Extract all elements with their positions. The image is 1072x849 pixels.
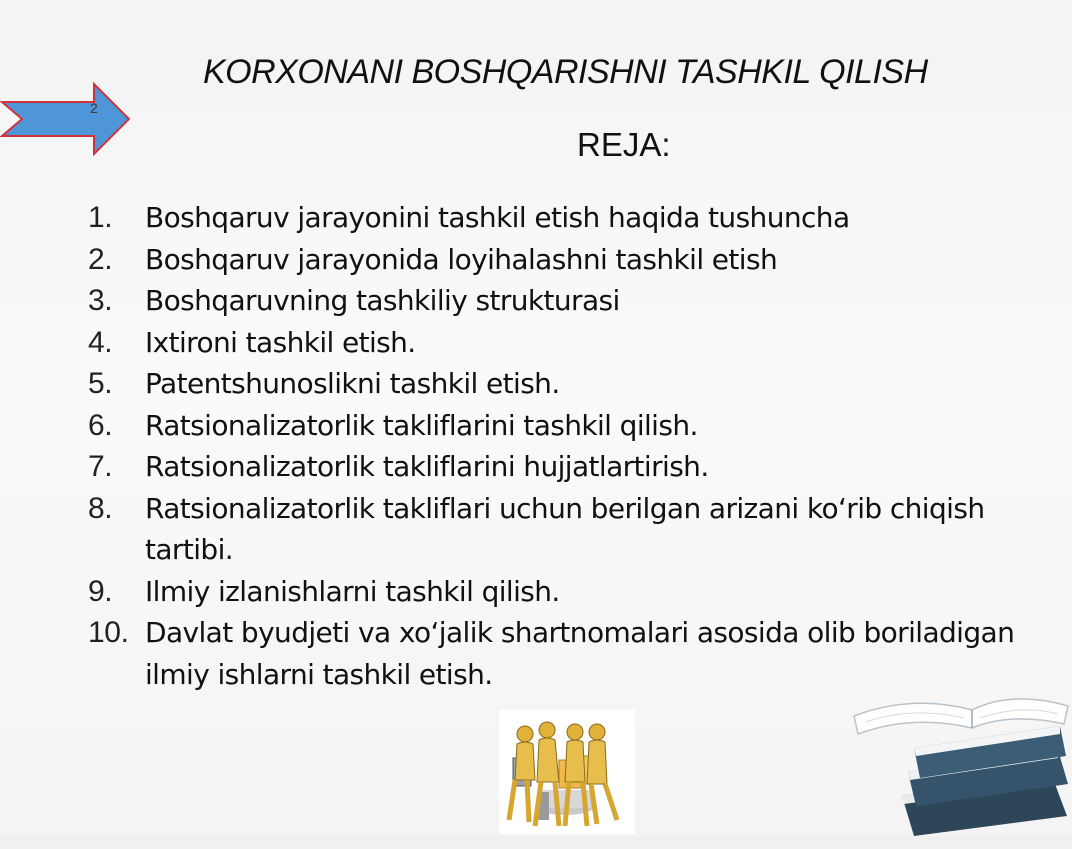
list-item — [88, 280, 1048, 322]
list-item — [88, 405, 1048, 447]
page-subtitle: REJA: — [577, 126, 671, 163]
slide-number: 2 — [90, 100, 98, 116]
list-item-text: Boshqaruvning tashkiliy strukturasi — [145, 284, 620, 317]
list-item-text: Boshqaruv jarayonida loyihalashni tashkil etish — [145, 242, 778, 276]
list-item-number: 1. — [88, 201, 113, 234]
list-item-text: Ixtironi tashkil etish. — [145, 325, 416, 359]
list-item — [88, 446, 1048, 488]
list-item-text: Davlat byudjeti va xo‘jalik shartnomalari asosida olib boriladigan ilmiy ishlarni tashkil etish. — [145, 616, 1015, 691]
list-item — [88, 322, 1048, 364]
list-item-number: 7. — [88, 450, 113, 483]
list-item — [88, 363, 1048, 405]
list-item — [88, 197, 1048, 239]
list-item-number: 4. — [88, 325, 113, 359]
page-title: KORXONANI BOSHQARISHNI TASHKIL QILISH — [203, 53, 928, 91]
list-item-number: 2. — [88, 242, 113, 276]
slide-bottom-band — [0, 836, 1072, 849]
list-item-number: 3. — [88, 284, 113, 317]
list-item — [88, 239, 1048, 281]
list-item-text: Ilmiy izlanishlarni tashkil qilish. — [145, 574, 560, 608]
list-item-text: Patentshunoslikni tashkil etish. — [145, 367, 560, 400]
list-item-number: 8. — [88, 491, 113, 525]
list-item — [88, 571, 1048, 613]
book-stack-clipart — [852, 676, 1072, 836]
list-item — [88, 488, 1048, 571]
list-item-text: Ratsionalizatorlik takliflarini tashkil qilish. — [145, 408, 698, 442]
team-meeting-clipart — [499, 710, 635, 834]
list-item-text: Ratsionalizatorlik takliflari uchun berilgan arizani ko‘rib chiqish tartibi. — [145, 491, 985, 566]
list-item-text: Ratsionalizatorlik takliflarini hujjatlartirish. — [145, 450, 709, 483]
list-item-number: 10. — [88, 616, 129, 649]
list-item-number: 9. — [88, 574, 113, 608]
right-arrow-icon — [0, 82, 132, 156]
list-item-text: Boshqaruv jarayonini tashkil etish haqida tushuncha — [145, 201, 850, 234]
plan-list — [88, 197, 1048, 695]
list-item-number: 6. — [88, 408, 113, 442]
list-item-number: 5. — [88, 367, 113, 400]
